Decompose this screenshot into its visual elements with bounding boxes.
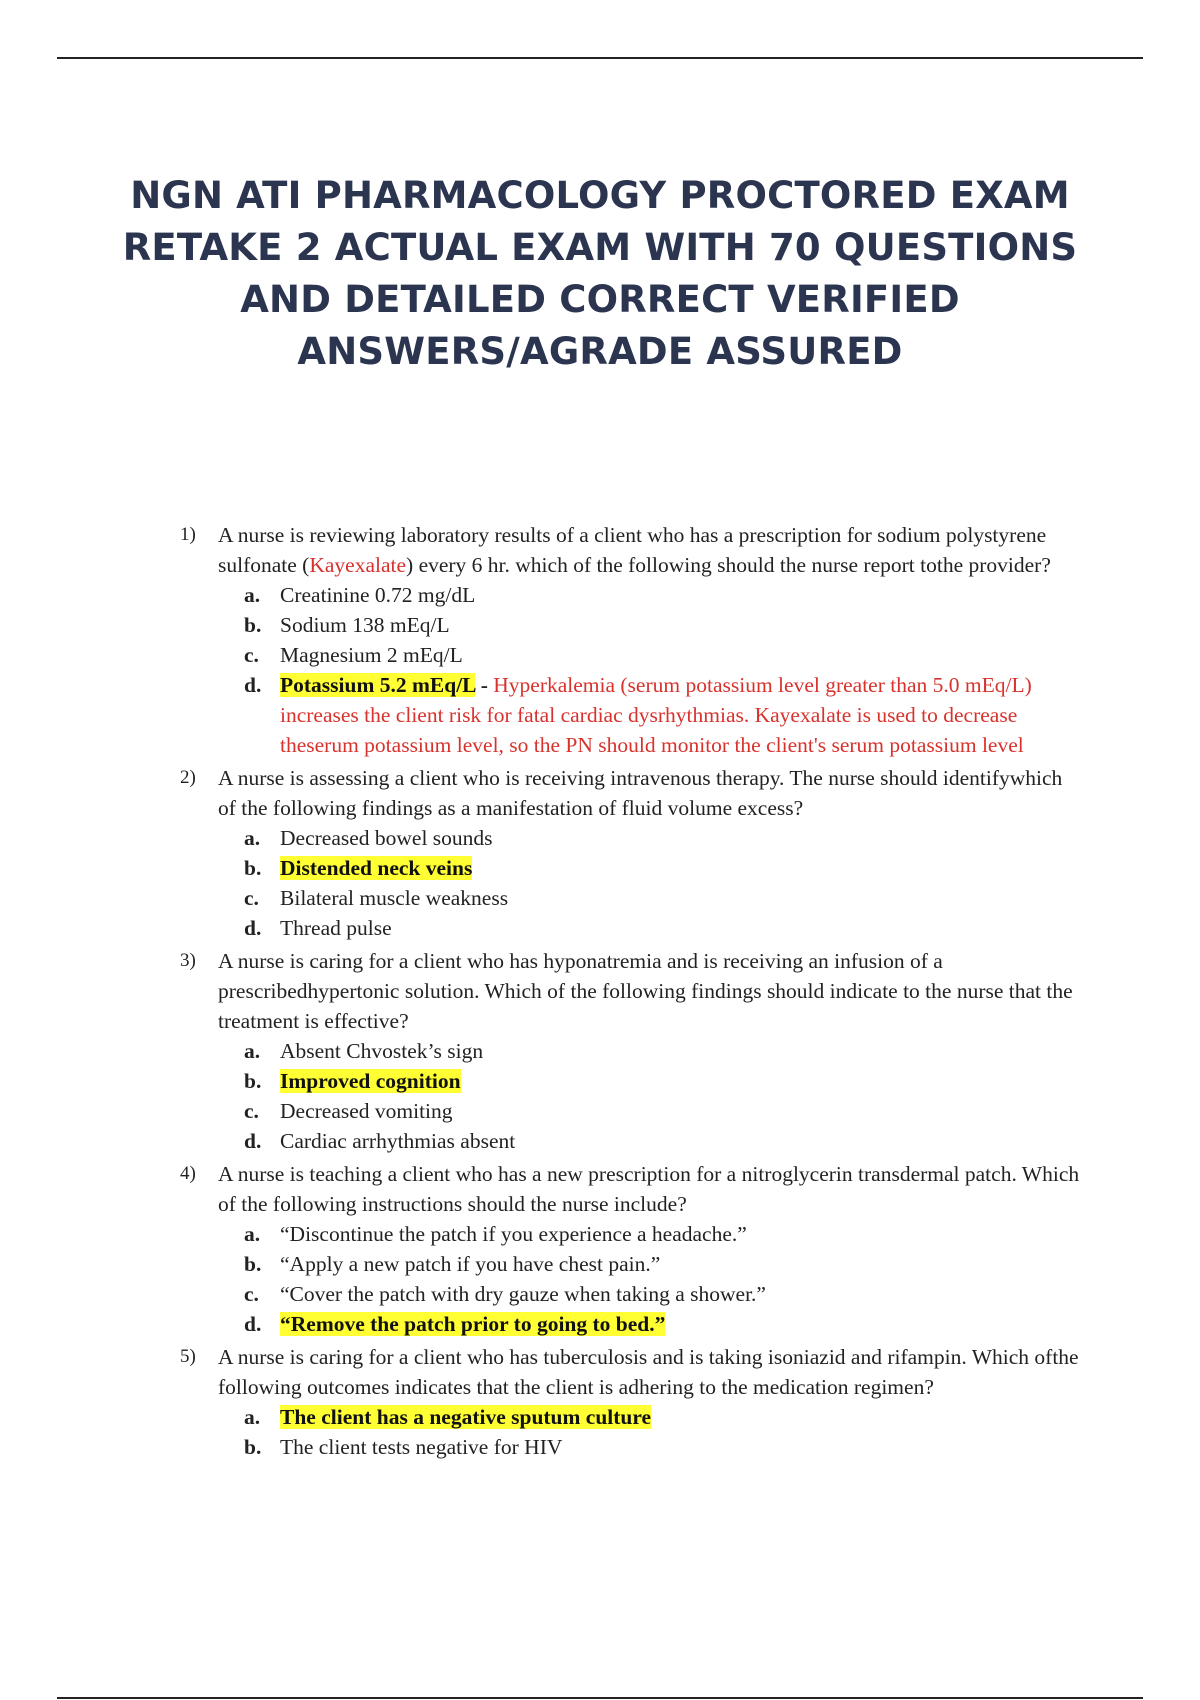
option-d-correct xyxy=(244,1309,1085,1339)
option-d xyxy=(244,1126,1085,1156)
question-stem: A nurse is teaching a client who has a new prescription for a nitroglycerin transdermal patch. Which of the following instructions should the nurse include? xyxy=(218,1162,1080,1216)
option-letter: b. xyxy=(244,1435,262,1459)
option-text: Cardiac arrhythmias absent xyxy=(280,1129,516,1153)
option-c xyxy=(244,1279,1085,1309)
option-letter: b. xyxy=(244,613,262,637)
option-text: Absent Chvostek’s sign xyxy=(280,1039,484,1063)
option-c xyxy=(244,883,1085,913)
question-number: 4) xyxy=(180,1163,196,1184)
option-letter: c. xyxy=(244,1099,259,1123)
correct-answer-highlight: “Remove the patch prior to going to bed.” xyxy=(280,1312,666,1336)
option-b xyxy=(244,1432,1085,1462)
option-list xyxy=(218,580,1085,760)
correct-answer-highlight: Potassium 5.2 mEq/L xyxy=(280,673,476,697)
option-a xyxy=(244,1219,1085,1249)
question-list xyxy=(180,520,1085,1465)
option-letter: d. xyxy=(244,1312,262,1336)
question-number: 2) xyxy=(180,767,196,788)
option-letter: d. xyxy=(244,1129,262,1153)
option-letter: c. xyxy=(244,643,259,667)
option-text: Decreased bowel sounds xyxy=(280,826,493,850)
separator: - xyxy=(475,673,494,697)
option-a xyxy=(244,823,1085,853)
option-text: The client tests negative for HIV xyxy=(280,1435,563,1459)
option-letter: c. xyxy=(244,1282,259,1306)
option-letter: b. xyxy=(244,856,262,880)
option-a xyxy=(244,1036,1085,1066)
option-letter: a. xyxy=(244,1039,261,1063)
option-text: Thread pulse xyxy=(280,916,392,940)
question-1 xyxy=(180,520,1085,760)
question-2 xyxy=(180,763,1085,943)
question-number: 3) xyxy=(180,950,196,971)
option-text: Creatinine 0.72 mg/dL xyxy=(280,583,476,607)
option-list xyxy=(218,1036,1085,1156)
correct-answer-highlight: Distended neck veins xyxy=(280,856,473,880)
correct-answer-highlight: The client has a negative sputum culture xyxy=(280,1405,652,1429)
option-letter: a. xyxy=(244,1222,261,1246)
option-d-correct xyxy=(244,670,1085,760)
drug-name: Kayexalate xyxy=(309,553,407,577)
option-text: Magnesium 2 mEq/L xyxy=(280,643,463,667)
question-4 xyxy=(180,1159,1085,1339)
question-5 xyxy=(180,1342,1085,1462)
stem-text: A nurse is reviewing laboratory results of a client who has a prescription for sodium polystyrene sulfonate ( xyxy=(218,523,1047,577)
option-list xyxy=(218,1402,1085,1462)
option-d xyxy=(244,913,1085,943)
stem-text: ) every 6 hr. which of the following should the nurse report tothe provider? xyxy=(406,553,1051,577)
option-text: Bilateral muscle weakness xyxy=(280,886,509,910)
option-text: “Discontinue the patch if you experience a headache.” xyxy=(280,1222,747,1246)
option-b-correct xyxy=(244,1066,1085,1096)
option-letter: d. xyxy=(244,673,262,697)
option-c xyxy=(244,1096,1085,1126)
bottom-rule xyxy=(57,1697,1143,1699)
option-list xyxy=(218,823,1085,943)
option-text: Sodium 138 mEq/L xyxy=(280,613,450,637)
question-stem xyxy=(218,520,1085,580)
option-text: “Apply a new patch if you have chest pain.” xyxy=(280,1252,661,1276)
option-a-correct xyxy=(244,1402,1085,1432)
question-number: 1) xyxy=(180,524,196,545)
option-b xyxy=(244,610,1085,640)
option-letter: d. xyxy=(244,916,262,940)
option-a xyxy=(244,580,1085,610)
option-letter: a. xyxy=(244,583,261,607)
question-number: 5) xyxy=(180,1346,196,1367)
option-c xyxy=(244,640,1085,670)
option-text: Decreased vomiting xyxy=(280,1099,453,1123)
option-list xyxy=(218,1219,1085,1339)
top-rule xyxy=(57,57,1143,59)
option-letter: b. xyxy=(244,1252,262,1276)
question-stem: A nurse is caring for a client who has tuberculosis and is taking isoniazid and rifampin. Which ofthe following outcomes indicates that the client is adhering to the medication regimen? xyxy=(218,1345,1079,1399)
question-3 xyxy=(180,946,1085,1156)
option-b-correct xyxy=(244,853,1085,883)
option-text: “Cover the patch with dry gauze when taking a shower.” xyxy=(280,1282,766,1306)
option-letter: c. xyxy=(244,886,259,910)
option-letter: b. xyxy=(244,1069,262,1093)
question-stem: A nurse is assessing a client who is receiving intravenous therapy. The nurse should identifywhich of the following findings as a manifestation of fluid volume excess? xyxy=(218,766,1063,820)
option-letter: a. xyxy=(244,826,261,850)
option-letter: a. xyxy=(244,1405,261,1429)
document-title: NGN ATI PHARMACOLOGY PROCTORED EXAM RETAKE 2 ACTUAL EXAM WITH 70 QUESTIONS AND DETAILED CORRECT VERIFIED ANSWERS/AGRADE ASSURED xyxy=(122,174,1078,373)
correct-answer-highlight: Improved cognition xyxy=(280,1069,461,1093)
answer-rationale: Hyperkalemia (serum potassium level greater than 5.0 mEq/L) increases the client risk for fatal cardiac dysrhythmias. Kayexalate is used to decrease theserum potassium level, so the PN should monitor the client's serum potassium level xyxy=(280,673,1032,757)
option-b xyxy=(244,1249,1085,1279)
question-stem: A nurse is caring for a client who has hyponatremia and is receiving an infusion of a prescribedhypertonic solution. Which of the following findings should indicate to the nurse that the treatment is effective? xyxy=(218,949,1073,1033)
